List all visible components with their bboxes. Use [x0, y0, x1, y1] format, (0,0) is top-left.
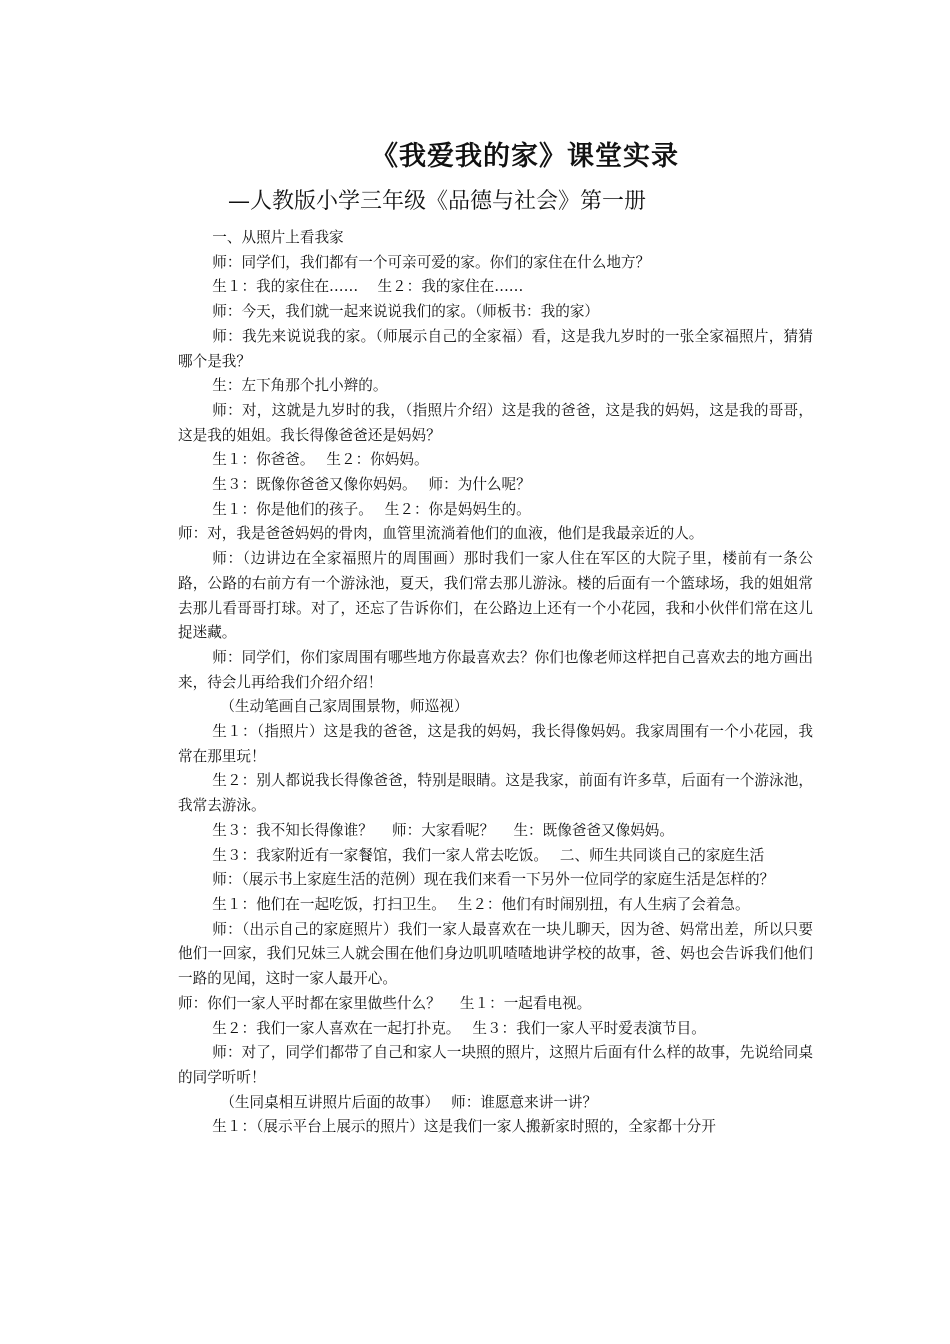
paragraph: 生３：我不知长得像谁？ 师：大家看呢？ 生：既像爸爸又像妈妈。 [212, 821, 674, 839]
stage-direction: （生动笔画自己家周围景物，师巡视） [220, 698, 469, 716]
paragraph: 师：你们一家人平时都在家里做些什么？ 生１：一起看电视。 [178, 994, 592, 1012]
paragraph: 师：对，这就是九岁时的我，（指照片介绍）这是我的爸爸，这是我的妈妈，这是我的哥哥，这是我的姐姐。我长得像爸爸还是妈妈？ [178, 401, 813, 444]
paragraph: 生３：我家附近有一家餐馆，我们一家人常去吃饭。 二、师生共同谈自己的家庭生活 [212, 846, 765, 864]
paragraph: 生１：我的家住在…… 生２：我的家住在…… [212, 278, 524, 296]
document-subtitle: —人教版小学三年级《品德与社会》第一册 [228, 189, 647, 214]
paragraph: 师：（展示书上家庭生活的范例）现在我们来看一下另外一位同学的家庭生活是怎样的？ [212, 871, 775, 889]
paragraph: 师：对，我是爸爸妈妈的骨肉，血管里流淌着他们的血液，他们是我最亲近的人。 [178, 525, 704, 543]
paragraph: 师：我先来说说我的家。（师展示自己的全家福）看，这是我九岁时的一张全家福照片，猜猜哪个是我？ [178, 327, 813, 370]
paragraph: 生２：别人都说我长得像爸爸，特别是眼睛。这是我家，前面有许多草，后面有一个游泳池，我常去游泳。 [178, 772, 813, 815]
paragraph: 生３：既像你爸爸又像你妈妈。 师：为什么呢？ [212, 476, 531, 494]
document-body [178, 226, 813, 1140]
stage-direction: （生同桌相互讲照片后面的故事） 师：谁愿意来讲一讲？ [220, 1093, 598, 1111]
paragraph: 师：今天，我们就一起来说说我们的家。（师板书：我的家） [212, 303, 600, 321]
paragraph: 师：（边讲边在全家福照片的周围画）那时我们一家人住在军区的大院子里，楼前有一条公路，公路的右前方有一个游泳池，夏天，我们常去那儿游泳。楼的后面有一个篮球场，我的姐姐常去那儿看哥哥打球。对了，还忘了告诉你们，在公路边上还有一个小花园，我和小伙伴们常在这儿捉迷藏。 [178, 550, 813, 642]
paragraph: 师：同学们，你们家周围有哪些地方你最喜欢去？你们也像老师这样把自己喜欢去的地方画出来，待会儿再给我们介绍介绍！ [178, 648, 813, 691]
paragraph: 师：（出示自己的家庭照片）我们一家人最喜欢在一块儿聊天，因为爸、妈常出差，所以只要他们一回家，我们兄妹三人就会围在他们身边叽叽喳喳地讲学校的故事，爸、妈也会告诉我们他们一路的见闻，这时一家人最开心。 [178, 920, 813, 988]
document-title: 《我爱我的家》课堂实录 [371, 141, 679, 172]
paragraph: 生１：你是他们的孩子。 生２：你是妈妈生的。 [212, 500, 531, 518]
section-heading: 一、从照片上看我家 [212, 229, 344, 246]
paragraph: 师：同学们，我们都有一个可亲可爱的家。你们的家住在什么地方？ [212, 253, 651, 271]
paragraph: 生２：我们一家人喜欢在一起打扑克。 生３：我们一家人平时爱表演节目。 [212, 1019, 706, 1037]
paragraph: 师：对了，同学们都带了自己和家人一块照的照片，这照片后面有什么样的故事，先说给同桌的同学听听！ [178, 1044, 813, 1086]
paragraph: 生１：（展示平台上展示的照片）这是我们一家人搬新家时照的，全家都十分开 [212, 1118, 716, 1136]
paragraph: 生１：（指照片）这是我的爸爸，这是我的妈妈，我长得像妈妈。我家周围有一个小花园，我常在那里玩！ [178, 723, 813, 765]
paragraph: 生１：你爸爸。 生２：你妈妈。 [212, 451, 429, 469]
paragraph: 生１：他们在一起吃饭，打扫卫生。 生２：他们有时闹别扭，有人生病了会着急。 [212, 895, 750, 913]
paragraph: 生：左下角那个扎小辫的。 [212, 377, 388, 395]
